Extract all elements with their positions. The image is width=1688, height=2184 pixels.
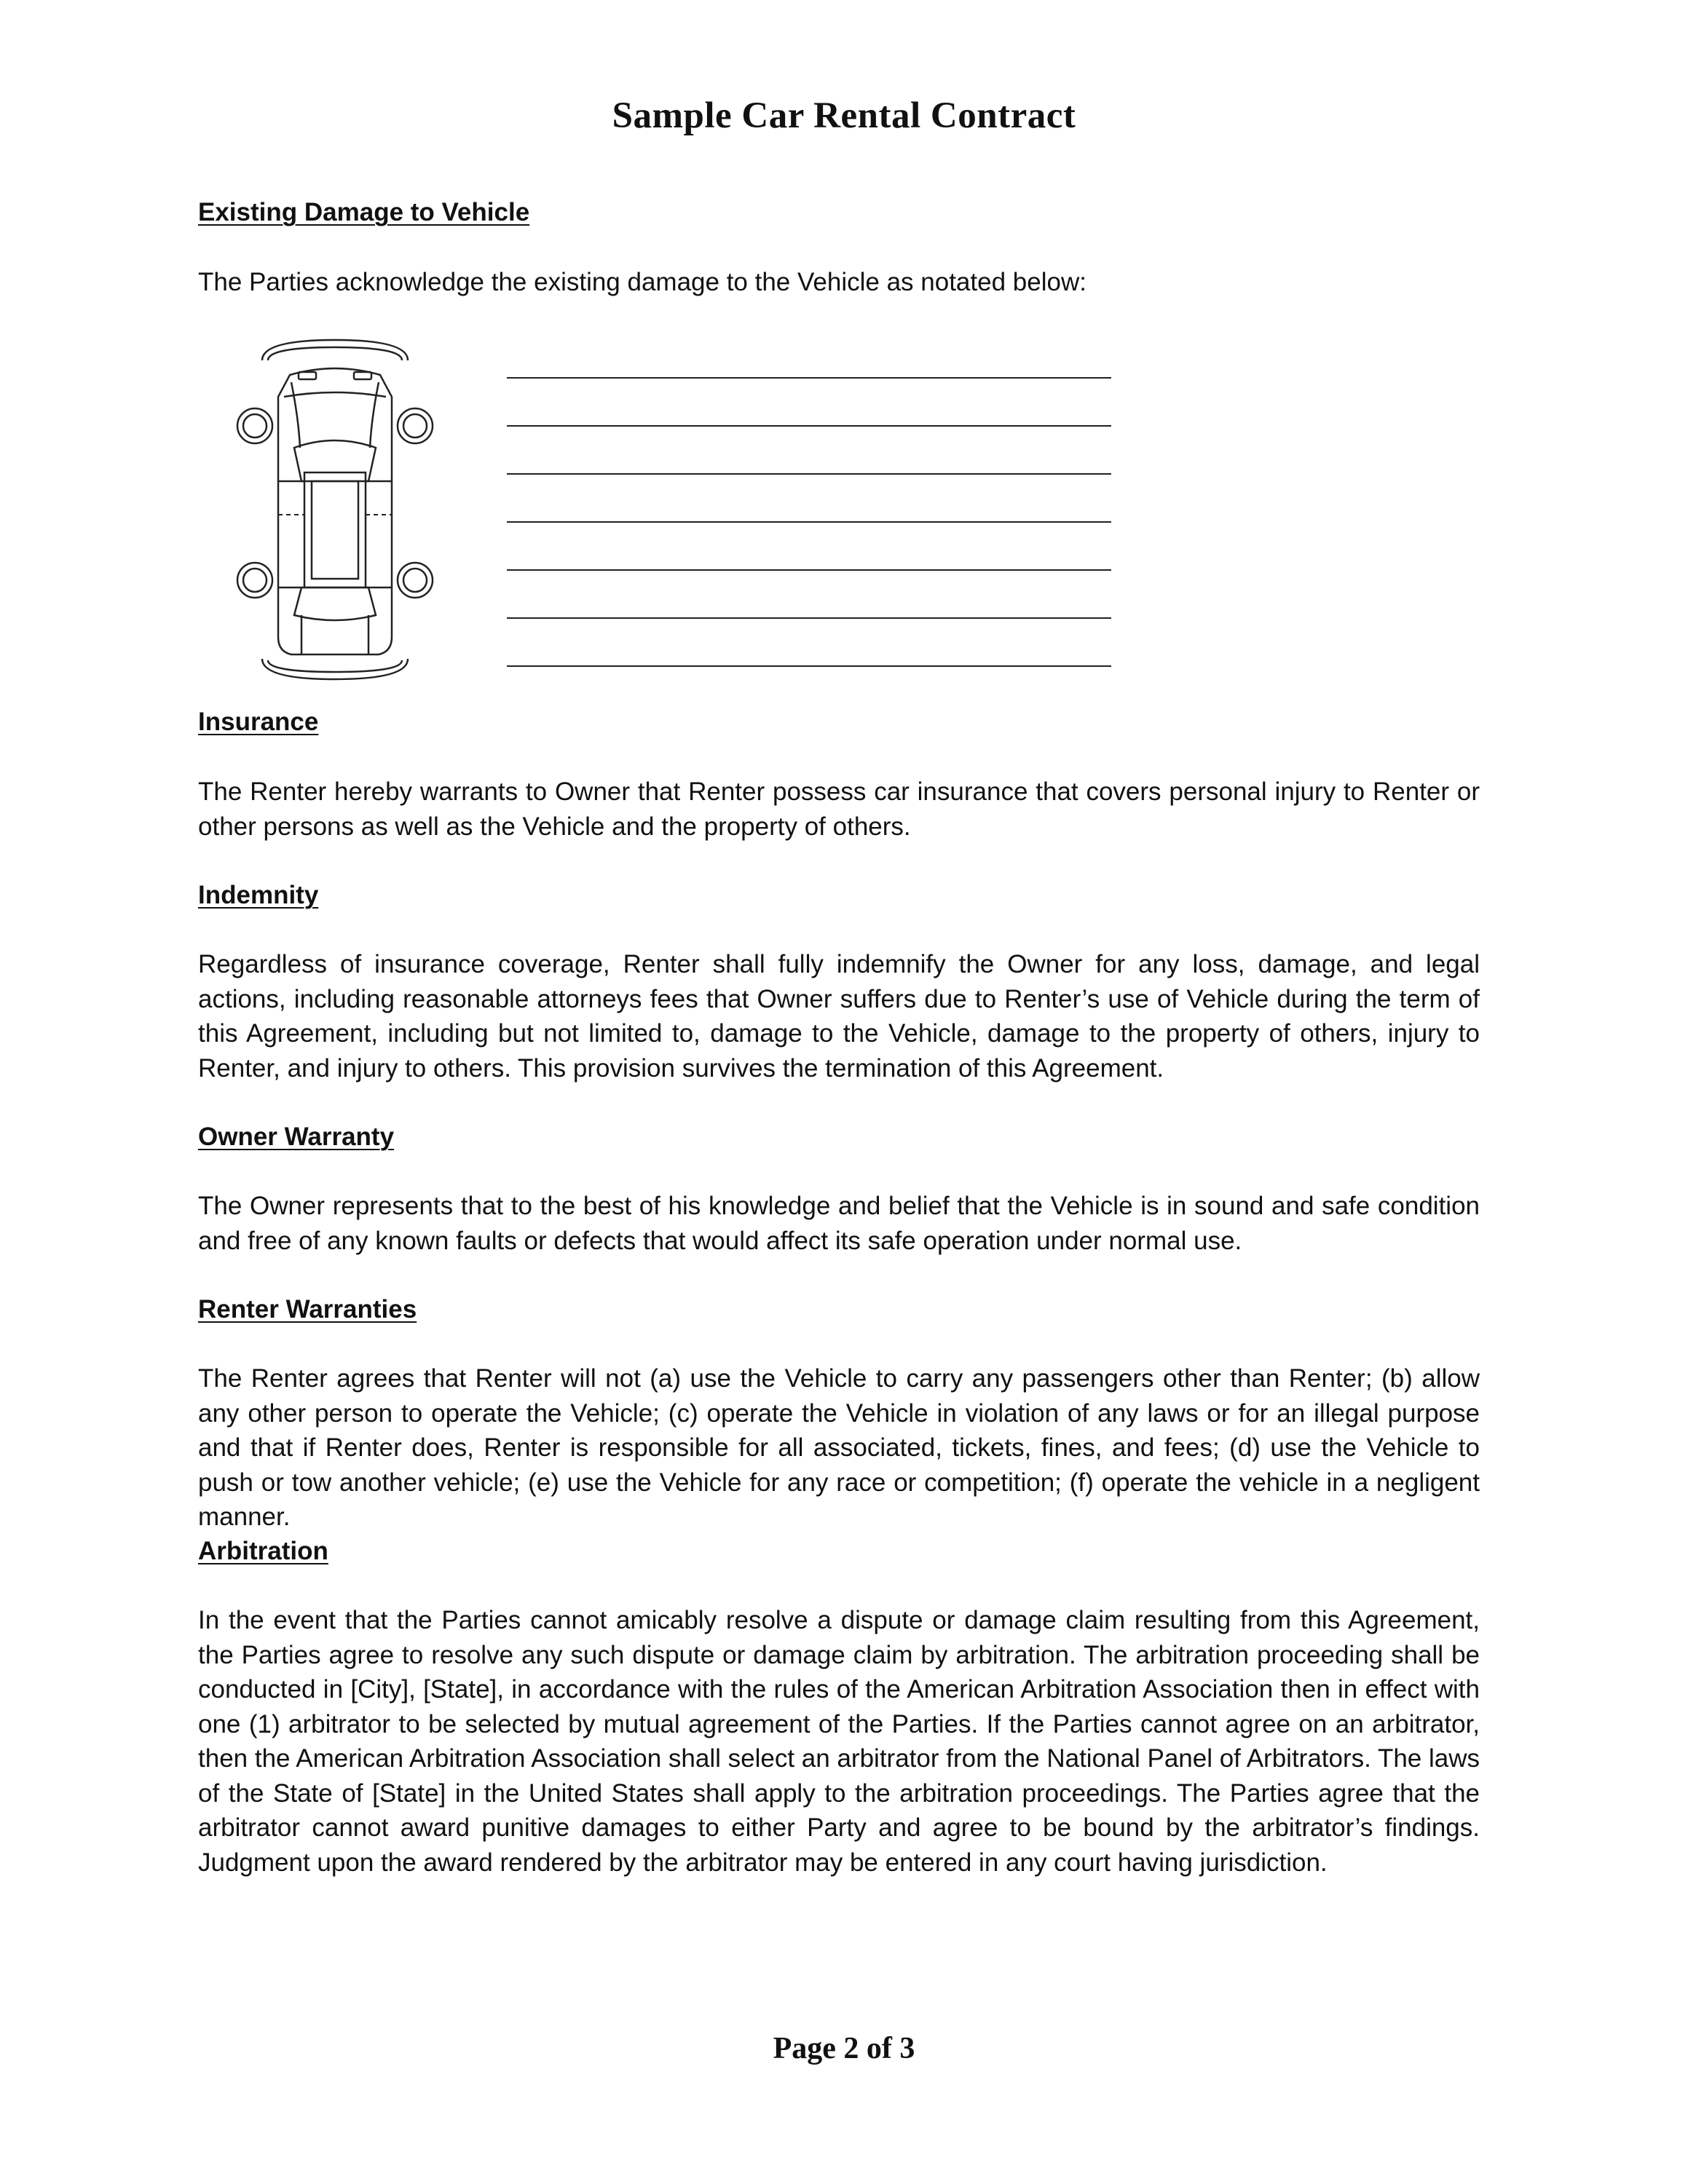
damage-note-line[interactable] xyxy=(507,617,1111,619)
page-title: Sample Car Rental Contract xyxy=(612,95,1076,136)
heading-renter-warranties: Renter Warranties xyxy=(198,1295,417,1324)
car-top-view-icon xyxy=(233,331,437,688)
heading-existing-damage: Existing Damage to Vehicle xyxy=(198,198,530,226)
paragraph-renter-warranties: The Renter agrees that Renter will not (a) use the Vehicle to carry any passengers other than Renter; (b) allow any other person to operate the Vehicle; (c) operate the Vehicle in violation of any laws or for an illegal purpose and that if Renter does, Renter is responsible for all associated, tickets, fines, and fees; (d) use the Vehicle to push or tow another vehicle; (e) use the Vehicle for any race or competition; (f) operate the vehicle in a negligent manner. xyxy=(198,1364,1480,1531)
heading-insurance: Insurance xyxy=(198,708,319,736)
heading-indemnity: Indemnity xyxy=(198,881,319,909)
paragraph-arbitration: In the event that the Parties cannot amicably resolve a dispute or damage claim resulting from this Agreement, the Parties agree to resolve any such dispute or damage claim by arbitration. The arbitration proceeding shall be conducted in [City], [State], in accordance with the rules of the American Arbitration Association then in effect with one (1) arbitrator to be selected by mutual agreement of the Parties. If the Parties cannot agree on an arbitrator, then the American Arbitration Association shall select an arbitrator from the National Panel of Arbitrators. The laws of the State of [State] in the United States shall apply to the arbitration proceedings. The Parties agree that the arbitrator cannot award punitive damages to either Party and agree to be bound by the arbitrator’s findings. Judgment upon the award rendered by the arbitrator may be entered in any court having jurisdiction. xyxy=(198,1606,1480,1877)
damage-note-line[interactable] xyxy=(507,425,1111,427)
damage-note-line[interactable] xyxy=(507,521,1111,523)
damage-note-line[interactable] xyxy=(507,377,1111,379)
heading-owner-warranty: Owner Warranty xyxy=(198,1123,395,1151)
paragraph-insurance: The Renter hereby warrants to Owner that Renter possess car insurance that covers personal injury to Renter or other persons as well as the Vehicle and the property of others. xyxy=(198,778,1480,841)
damage-note-line[interactable] xyxy=(507,569,1111,571)
heading-arbitration: Arbitration xyxy=(198,1537,328,1565)
paragraph-owner-warranty: The Owner represents that to the best of his knowledge and belief that the Vehicle is in sound and safe condition and free of any known faults or defects that would affect its safe operation under normal use. xyxy=(198,1192,1480,1255)
damage-note-line[interactable] xyxy=(507,473,1111,475)
damage-note-line[interactable] xyxy=(507,665,1111,667)
paragraph-indemnity: Regardless of insurance coverage, Renter shall fully indemnify the Owner for any loss, damage, and legal actions, including reasonable attorneys fees that Owner suffers due to Renter’s use of Vehicle during the term of this Agreement, including but not limited to, damage to the Vehicle, damage to the property of others, injury to Renter, and injury to others. This provision survives the termination of this Agreement. xyxy=(198,950,1480,1083)
page-number: Page 2 of 3 xyxy=(773,2032,915,2065)
paragraph-existing-damage: The Parties acknowledge the existing damage to the Vehicle as notated below: xyxy=(198,268,1086,296)
